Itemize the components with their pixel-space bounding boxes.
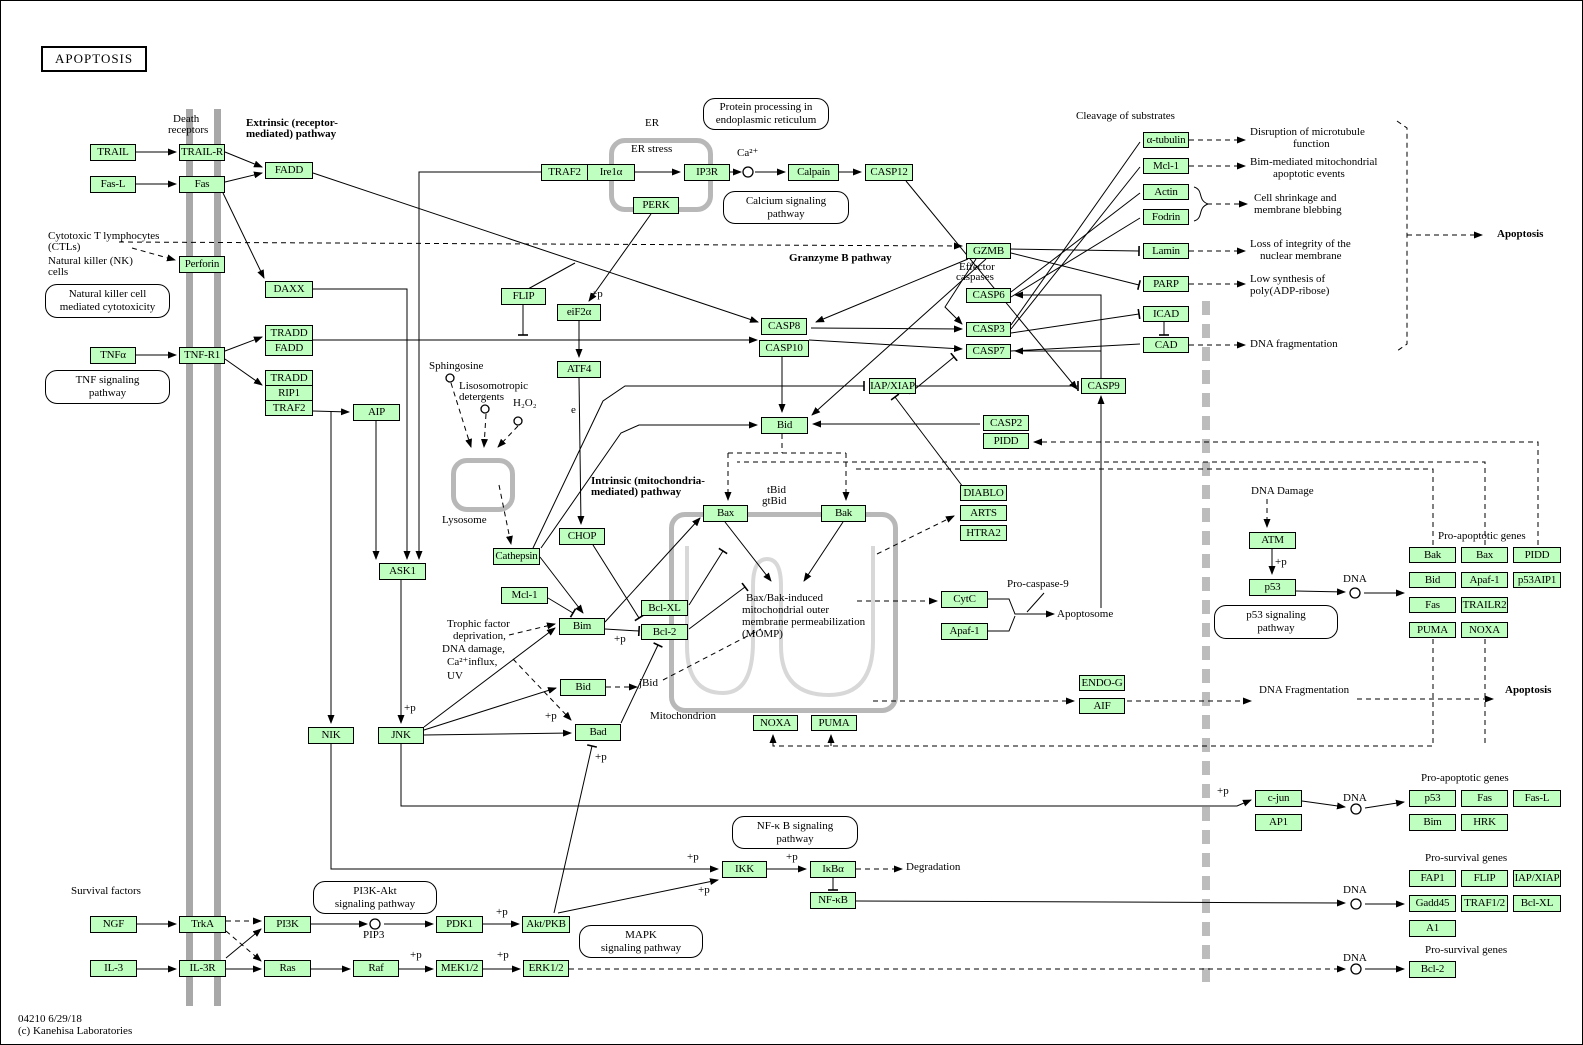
gene-atf4[interactable]: ATF4 (557, 361, 601, 378)
edge-47 (1027, 593, 1044, 612)
label-ca-10: Ca²⁺ (737, 147, 759, 159)
gene-htra2[interactable]: HTRA2 (960, 525, 1007, 541)
gene-trailr2[interactable]: TRAILR2 (1461, 597, 1508, 613)
gene-mcl-1[interactable]: Mcl-1 (501, 587, 548, 604)
gene-bid[interactable]: Bid (761, 417, 808, 434)
edge-50 (1015, 351, 1101, 378)
small-circle-2 (481, 405, 489, 413)
edge-27 (499, 485, 511, 544)
label-p-72: +p (698, 884, 710, 896)
edge-6 (119, 242, 962, 246)
label-pip3-61: PIP3 (363, 929, 385, 941)
edge-16 (419, 172, 541, 559)
small-circle-6 (1351, 804, 1361, 814)
edge-64 (1011, 314, 1139, 333)
gene-ikk[interactable]: IKK (722, 861, 767, 878)
edge-94 (1302, 801, 1345, 807)
edge-29 (484, 414, 486, 447)
label-p-69: +p (1275, 556, 1287, 568)
gene-stack-tradd-rip1-traf2[interactable] (265, 370, 313, 416)
edge-58 (1011, 142, 1140, 325)
gene-parp[interactable]: PARP (1143, 276, 1189, 292)
gene-aif[interactable]: AIF (1079, 698, 1125, 714)
edge-92 (1296, 591, 1345, 592)
edge-54 (809, 340, 962, 349)
label-disruption-of-microtubule-15: Disruption of microtubule (1250, 126, 1365, 138)
gene-flip[interactable]: FLIP (1461, 870, 1508, 887)
gene-trail-r[interactable]: TRAIL-R (179, 144, 225, 161)
edge-30 (498, 426, 518, 447)
edge-59 (1011, 167, 1140, 329)
label-effector-12: Effector (959, 261, 995, 273)
edge-82 (737, 462, 1485, 545)
gene-erk1-2[interactable]: ERK1/2 (523, 960, 569, 977)
gene-fas-l[interactable]: Fas-L (1513, 790, 1561, 807)
pathway-link-label: pathway (1257, 622, 1295, 634)
pathway-link-calcium-signaling-pathway[interactable] (723, 191, 849, 224)
label-p-65: +p (404, 702, 416, 714)
label-death-0: Death (173, 113, 200, 125)
pathway-link-label: pathway (767, 207, 805, 220)
gene-noxa[interactable]: NOXA (1461, 622, 1508, 638)
label-cleavage-of-substrates-14: Cleavage of substrates (1076, 110, 1175, 122)
label-mitochondrial-outer-42: mitochondrial outer (742, 604, 830, 616)
label-p-74: +p (496, 906, 508, 918)
label-survival-factors-60: Survival factors (71, 885, 141, 897)
gene-mek1-2[interactable]: MEK1/2 (436, 960, 483, 977)
gene-pdk1[interactable]: PDK1 (436, 916, 483, 933)
gene-perforin[interactable]: Perforin (179, 256, 225, 273)
gene-a1[interactable]: A1 (1409, 920, 1456, 937)
edge-28 (451, 383, 471, 447)
mitochondrion-inner-membrane (687, 546, 873, 695)
edge-36 (593, 545, 639, 618)
edge-123 (621, 645, 658, 723)
edge-20 (424, 733, 571, 735)
edge-19 (401, 744, 1251, 806)
gene-stack-tradd-fadd[interactable] (265, 325, 313, 356)
label-dna-50: DNA (1343, 573, 1367, 585)
gene-gadd45[interactable]: Gadd45 (1409, 895, 1456, 912)
cell-membrane-bar-0 (186, 109, 193, 1006)
pathway-link-label: Calcium signaling (745, 194, 827, 207)
gene-iap-xiap[interactable]: IAP/XIAP (869, 378, 916, 394)
gene-bcl-2[interactable]: Bcl-2 (1409, 961, 1456, 978)
edge-21 (424, 688, 556, 730)
gene-fas[interactable]: Fas (1409, 597, 1456, 613)
label-membrane-permeabilization-43: membrane permeabilization (742, 616, 866, 628)
label-cytotoxic-t-lymphocytes-4: Cytotoxic T lymphocytes (48, 230, 160, 242)
edge-119 (725, 522, 771, 581)
edge-46 (988, 616, 1015, 631)
gene-bax[interactable]: Bax (1461, 547, 1508, 563)
gene-jnk[interactable]: JNK (378, 727, 424, 744)
label-er-stress-9: ER stress (631, 143, 673, 155)
gene-ip3r[interactable]: IP3R (684, 164, 730, 181)
label-pro-survival-genes-56: Pro-survival genes (1425, 852, 1508, 864)
gene-cytc[interactable]: CytC (941, 591, 988, 608)
label-low-synthesis-of-23: Low synthesis of (1250, 273, 1326, 285)
edge-15 (313, 289, 407, 559)
gene-bcl-2[interactable]: Bcl-2 (641, 624, 688, 640)
edge-25 (548, 598, 573, 613)
label-jbid-46: jBid (639, 677, 658, 689)
edge-118 (528, 263, 575, 289)
label-receptors-1: receptors (168, 124, 209, 136)
label-uv-40: UV (447, 670, 463, 682)
gene-eif2[interactable]: eiF2α (557, 304, 601, 321)
label-p-76: +p (497, 949, 509, 961)
pathway-link-label: Protein processing in (719, 101, 813, 114)
gene-casp2[interactable]: CASP2 (983, 415, 1029, 431)
gene-pi3k[interactable]: PI3K (264, 916, 311, 933)
label-p-64: +p (591, 288, 603, 300)
edge-9 (225, 337, 262, 351)
label-intrinsic-mitochondria-32: Intrinsic (mitochondria- (591, 475, 705, 487)
gene-i-b[interactable]: IκBα (810, 861, 856, 878)
label-p-67: +p (614, 633, 626, 645)
gene-actin[interactable]: Actin (1143, 184, 1189, 200)
gene-perk[interactable]: PERK (633, 197, 679, 214)
edge-2 (225, 152, 262, 167)
pathway-link-label: MAPK (625, 928, 657, 941)
gene-raf[interactable]: Raf (353, 960, 399, 977)
gene-hrk[interactable]: HRK (1461, 814, 1508, 831)
edge-83 (1034, 442, 1538, 545)
label-loss-of-integrity-of-the-21: Loss of integrity of the (1250, 238, 1351, 250)
label-dna-damage-49: DNA Damage (1251, 485, 1314, 497)
edge-122 (605, 629, 639, 631)
gene-casp9[interactable]: CASP9 (1081, 378, 1126, 394)
copyright: (c) Kanehisa Laboratories (18, 1025, 133, 1037)
label-poly-adp-ribose-24: poly(ADP-ribose) (1250, 285, 1330, 297)
gene-il-3r[interactable]: IL-3R (179, 960, 226, 977)
gene-nf-b[interactable]: NF-κB (810, 892, 856, 909)
pathway-link-tnf-signaling-pathway[interactable] (45, 370, 170, 404)
gene-fas-l[interactable]: Fas-L (90, 176, 136, 193)
label-degradation-62: Degradation (906, 861, 961, 873)
edge-45 (988, 599, 1054, 614)
label-bax-bak-induced-41: Bax/Bak-induced (746, 592, 823, 604)
gene-puma[interactable]: PUMA (1409, 622, 1456, 638)
edge-3 (225, 173, 262, 182)
pathway-link-label: p53 signaling (1246, 609, 1306, 622)
label-h-o-30: H₂O₂ (513, 397, 537, 409)
gene-c-jun[interactable]: c-jun (1255, 790, 1302, 807)
pathway-link-label: Natural killer cell (68, 288, 147, 301)
edge-104 (554, 746, 592, 913)
gene-casp6[interactable]: CASP6 (966, 288, 1011, 303)
label-detergents-29: detergents (459, 391, 505, 403)
label-tbid-34: tBid (767, 484, 786, 496)
pathway-link-label: NF-κ B signaling (756, 819, 834, 832)
edge-107 (226, 929, 261, 958)
gene-fas[interactable]: Fas (179, 176, 225, 193)
gene-nik[interactable]: NIK (308, 727, 354, 744)
label-dna-55: DNA (1343, 792, 1367, 804)
label-pro-apoptotic-genes-54: Pro-apoptotic genes (1421, 772, 1509, 784)
gene-cathepsin[interactable]: Cathepsin (493, 548, 540, 565)
edge-56 (816, 259, 968, 322)
pathway-link-label: TNF signaling (75, 374, 140, 387)
gene-tnf[interactable]: TNFα (90, 347, 136, 364)
gene-tradd[interactable]: TRADD (265, 325, 313, 341)
gene-tnf-r1[interactable]: TNF-R1 (179, 347, 225, 364)
gene-fas[interactable]: Fas (1461, 790, 1508, 807)
gene-tubulin[interactable]: α-tubulin (1143, 132, 1189, 148)
gene-apaf-1[interactable]: Apaf-1 (941, 623, 988, 640)
small-circle-7 (1351, 899, 1361, 909)
label-dna-damage-38: DNA damage, (442, 643, 505, 655)
label-dna-fragmentation-25: DNA fragmentation (1250, 338, 1338, 350)
edge-127 (689, 587, 745, 629)
edge-120 (804, 522, 843, 581)
label-mediated-pathway-33: mediated) pathway (591, 486, 682, 498)
edge-26 (540, 557, 583, 613)
gene-tradd[interactable]: TRADD (265, 370, 313, 386)
pathway-link-label: endoplasmic reticulum (715, 114, 817, 126)
label-ca-influx-39: Ca²⁺influx, (447, 656, 498, 668)
label-apoptotic-events-18: apoptotic events (1273, 168, 1345, 180)
gene-bak[interactable]: Bak (821, 505, 866, 522)
page-title: APOPTOSIS (41, 46, 147, 72)
gene-p53aip1[interactable]: p53AIP1 (1513, 572, 1561, 588)
pathway-link-natural-killer-cell-mediated-cytotoxicity[interactable] (45, 284, 170, 318)
label-cell-shrinkage-and-19: Cell shrinkage and (1254, 192, 1337, 204)
label-pro-apoptotic-genes-51: Pro-apoptotic genes (1438, 530, 1526, 542)
label-lisosomotropic-28: Lisosomotropic (459, 380, 529, 392)
gene-ire1[interactable]: Ire1α (587, 164, 635, 181)
label-bim-mediated-mitochondrial-17: Bim-mediated mitochondrial (1250, 156, 1378, 168)
edge-73 (1397, 121, 1407, 351)
label-p-73: +p (786, 851, 798, 863)
label-mediated-pathway-3: mediated) pathway (246, 128, 337, 140)
edge-43 (877, 516, 954, 554)
gene-endo-g[interactable]: ENDO-G (1079, 675, 1125, 691)
edge-95 (1365, 802, 1404, 808)
gene-apaf-1[interactable]: Apaf-1 (1461, 572, 1508, 588)
gene-bid[interactable]: Bid (1409, 572, 1456, 588)
actin-fodrin-brace (1194, 187, 1208, 221)
gene-casp12[interactable]: CASP12 (865, 164, 913, 181)
gene-pidd[interactable]: PIDD (1513, 547, 1561, 563)
gene-icad[interactable]: ICAD (1143, 306, 1189, 322)
edge-33 (589, 214, 651, 301)
gene-fadd[interactable]: FADD (265, 162, 313, 179)
gene-chop[interactable]: CHOP (559, 528, 605, 545)
gene-bad[interactable]: Bad (575, 724, 621, 741)
label-p-75: +p (410, 949, 422, 961)
gene-bax[interactable]: Bax (703, 505, 748, 522)
label-dna-fragmentation-52: DNA Fragmentation (1259, 684, 1350, 696)
label-membrane-blebbing-20: membrane blebbing (1254, 204, 1342, 216)
pathway-link-pi3k-akt-signaling-pathway[interactable] (313, 881, 437, 914)
gene-calpain[interactable]: Calpain (788, 164, 839, 181)
label-apoptosis-26: Apoptosis (1497, 228, 1544, 240)
pathway-link-label: signaling pathway (600, 941, 682, 954)
edge-96 (856, 901, 1345, 903)
gene-pidd[interactable]: PIDD (983, 433, 1029, 449)
label-ctls-5: (CTLs) (48, 241, 81, 253)
gene-trka[interactable]: TrkA (179, 916, 226, 933)
edge-7 (132, 248, 175, 260)
label-p-66: +p (545, 710, 557, 722)
label-sphingosine-27: Sphingosine (429, 360, 484, 372)
gene-bcl-xl[interactable]: Bcl-XL (1513, 895, 1561, 912)
label-e-63: e (571, 404, 576, 416)
gene-trail[interactable]: TRAIL (90, 144, 136, 161)
edge-126 (689, 551, 723, 605)
gene-casp10[interactable]: CASP10 (759, 340, 809, 357)
gene-daxx[interactable]: DAXX (265, 281, 313, 298)
gene-p53[interactable]: p53 (1249, 579, 1296, 596)
label-cells-7: cells (48, 266, 69, 278)
gene-casp3[interactable]: CASP3 (966, 322, 1011, 337)
label-granzyme-b-pathway-11: Granzyme B pathway (789, 252, 892, 264)
pathway-link-label: mediated cytotoxicity (59, 301, 156, 313)
edge-53 (811, 328, 962, 329)
gene-iap-xiap[interactable]: IAP/XIAP (1513, 870, 1561, 887)
edge-32 (533, 386, 864, 548)
label-function-16: function (1293, 138, 1330, 150)
map-number: 04210 6/29/18 (18, 1013, 82, 1025)
edge-113 (226, 931, 261, 961)
label-lysosome-31: Lysosome (442, 514, 487, 526)
gene-casp7[interactable]: CASP7 (966, 344, 1011, 359)
gene-ask1[interactable]: ASK1 (379, 563, 426, 580)
gene-lamin[interactable]: Lamin (1143, 243, 1189, 259)
gene-traf1-2[interactable]: TRAF1/2 (1461, 895, 1508, 912)
label-dna-59: DNA (1343, 952, 1367, 964)
gene-akt-pkb[interactable]: Akt/PKB (522, 916, 570, 933)
gene-noxa[interactable]: NOXA (753, 715, 798, 731)
cell-membrane-bar-1 (214, 109, 221, 1006)
label-deprivation-37: deprivation, (453, 630, 506, 642)
gene-fodrin[interactable]: Fodrin (1143, 209, 1189, 225)
gene-diablo[interactable]: DIABLO (960, 485, 1007, 501)
edge-81 (853, 469, 1433, 545)
pathway-link-nf-b-signaling-pathway[interactable] (732, 816, 858, 849)
gene-ap1[interactable]: AP1 (1255, 814, 1302, 831)
edge-60 (1011, 193, 1140, 292)
edge-4 (223, 193, 264, 278)
label-natural-killer-nk-6: Natural killer (NK) (48, 255, 133, 267)
gene-atm[interactable]: ATM (1249, 532, 1296, 549)
label-p-70: +p (1217, 785, 1229, 797)
label-nuclear-membrane-22: nuclear membrane (1260, 250, 1342, 262)
gene-fadd[interactable]: FADD (265, 340, 313, 356)
gene-bcl-xl[interactable]: Bcl-XL (641, 600, 688, 616)
gene-arts[interactable]: ARTS (960, 505, 1007, 521)
label-er-8: ER (645, 117, 660, 129)
label-gtbid-35: gtBid (762, 495, 787, 507)
gene-rip1[interactable]: RIP1 (265, 385, 313, 401)
gene-gzmb[interactable]: GZMB (966, 243, 1011, 259)
label-p-68: +p (595, 751, 607, 763)
gene-bid[interactable]: Bid (560, 679, 606, 696)
gene-ras[interactable]: Ras (264, 960, 311, 977)
gene-cad[interactable]: CAD (1143, 337, 1189, 353)
edge-10 (225, 359, 262, 385)
small-circle-3 (514, 417, 522, 425)
gene-flip[interactable]: FLIP (501, 288, 546, 305)
gene-ngf[interactable]: NGF (90, 916, 137, 933)
pathway-link-label: signaling pathway (334, 897, 416, 910)
pathway-link-protein-processing-in-endoplasmic-reticulum[interactable] (703, 98, 829, 130)
label-apoptosis-53: Apoptosis (1505, 684, 1552, 696)
edge-12 (313, 411, 349, 412)
gene-il-3[interactable]: IL-3 (90, 960, 137, 977)
small-circle-0 (743, 167, 753, 177)
label-pro-survival-genes-58: Pro-survival genes (1425, 944, 1508, 956)
edge-42 (895, 397, 963, 487)
edges-layer (1, 1, 1583, 1045)
pathway-link-p53-signaling-pathway[interactable] (1214, 605, 1338, 639)
small-circle-8 (1351, 964, 1361, 974)
gene-bak[interactable]: Bak (1409, 547, 1456, 563)
small-circle-5 (1350, 588, 1360, 598)
label-pro-caspase-9-47: Pro-caspase-9 (1007, 578, 1069, 590)
gene-fap1[interactable]: FAP1 (1409, 870, 1456, 887)
gene-mcl-1[interactable]: Mcl-1 (1143, 158, 1189, 174)
pathway-link-mapk-signaling-pathway[interactable] (579, 925, 703, 958)
edge-103 (558, 880, 718, 913)
label-p-71: +p (687, 851, 699, 863)
label-dna-57: DNA (1343, 884, 1367, 896)
gene-aip[interactable]: AIP (353, 404, 400, 421)
pathway-link-label: pathway (776, 832, 814, 845)
gene-casp8[interactable]: CASP8 (761, 318, 807, 335)
pathway-link-label: pathway (88, 387, 127, 399)
label-mitochondrion-45: Mitochondrion (650, 710, 716, 722)
label-apoptosome-48: Apoptosome (1057, 608, 1114, 620)
small-circle-1 (446, 374, 454, 382)
gene-puma[interactable]: PUMA (811, 715, 857, 731)
edge-65 (1011, 344, 1140, 351)
label-caspases-13: caspases (956, 271, 994, 283)
label-momp-44: (MOMP) (742, 628, 783, 640)
edge-22 (424, 628, 555, 727)
pathway-link-label: PI3K-Akt (353, 884, 397, 897)
gene-bim[interactable]: Bim (559, 618, 605, 635)
small-circle-4 (370, 919, 380, 929)
gene-traf2[interactable]: TRAF2 (541, 164, 588, 181)
label-trophic-factor-36: Trophic factor (447, 618, 510, 630)
gene-bim[interactable]: Bim (1409, 814, 1456, 831)
label-extrinsic-receptor-2: Extrinsic (receptor- (246, 117, 338, 129)
gene-p53[interactable]: p53 (1409, 790, 1456, 807)
gene-traf2[interactable]: TRAF2 (265, 400, 313, 416)
